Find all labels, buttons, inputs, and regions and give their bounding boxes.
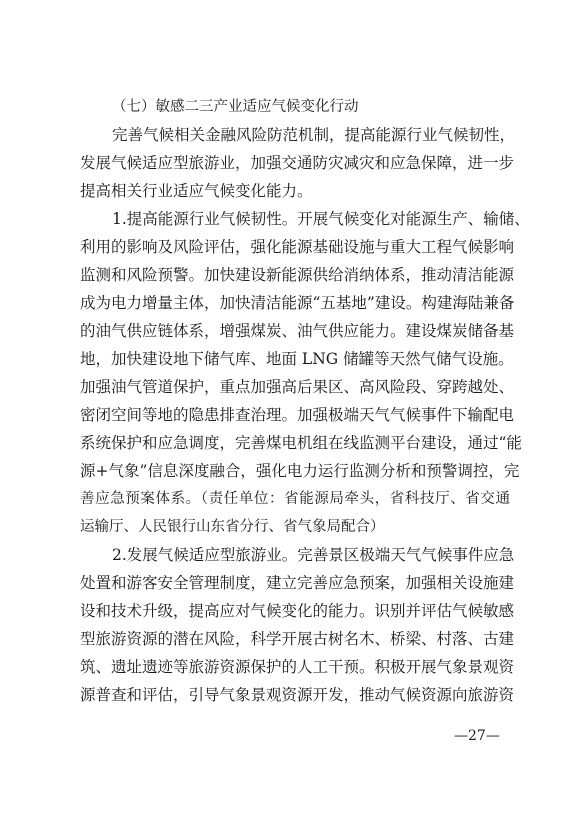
paragraph-line: 源+气象”信息深度融合，强化电力运行监测分析和预警调控，完 <box>80 462 520 480</box>
paragraph-line: 的油气供应链体系，增强煤炭、油气供应能力。建设煤炭储备基 <box>80 322 515 340</box>
paragraph-line: 地，加快建设地下储气库、地面 LNG 储罐等天然气储气设施。 <box>80 350 514 368</box>
paragraph-line: 利用的影响及风险评估，强化能源基础设施与重大工程气候影响 <box>80 238 515 256</box>
paragraph-line: 监测和风险预警。加快建设新能源供给消纳体系，推动清洁能源 <box>80 266 515 284</box>
page-number: —27— <box>454 728 500 744</box>
paragraph-line: 密闭空间等地的隐患排查治理。加强极端天气气候事件下输配电 <box>80 406 515 424</box>
paragraph-line: 1.提高能源行业气候韧性。开展气候变化对能源生产、输储、 <box>112 210 530 228</box>
paragraph-line: 发展气候适应型旅游业，加强交通防灾减灾和应急保障，进一步 <box>80 154 515 172</box>
paragraph-line: 完善气候相关金融风险防范机制，提高能源行业气候韧性， <box>112 126 516 144</box>
paragraph-line: 设和技术升级，提高应对气候变化的能力。识别并评估气候敏感 <box>80 602 515 620</box>
paragraph-line: 筑、遗址遗迹等旅游资源保护的人工干预。积极开展气象景观资 <box>80 658 515 676</box>
paragraph-line: 型旅游资源的潜在风险，科学开展古树名木、桥梁、村落、古建 <box>80 630 515 648</box>
paragraph-line: 提高相关行业适应气候变化能力。 <box>80 182 313 200</box>
paragraph-line: 运输厅、人民银行山东省分行、省气象局配合） <box>80 519 385 535</box>
paragraph-line: 2.发展气候适应型旅游业。完善景区极端天气气候事件应急 <box>112 546 515 564</box>
paragraph-line: 善应急预案体系。（责任单位：省能源局牵头，省科技厅、省交通 <box>80 491 510 507</box>
section-heading: （七）敏感二三产业适应气候变化行动 <box>112 99 359 115</box>
paragraph-line: 成为电力增量主体，加快清洁能源“五基地”建设。构建海陆兼备 <box>80 294 515 312</box>
paragraph-line: 系统保护和应急调度，完善煤电机组在线监测平台建设，通过“能 <box>80 434 522 452</box>
paragraph-line: 源普查和评估，引导气象景观资源开发，推动气候资源向旅游资 <box>80 686 515 704</box>
paragraph-line: 处置和游客安全管理制度，建立完善应急预案，加强相关设施建 <box>80 574 515 592</box>
paragraph-line: 加强油气管道保护，重点加强高后果区、高风险段、穿跨越处、 <box>80 378 515 396</box>
